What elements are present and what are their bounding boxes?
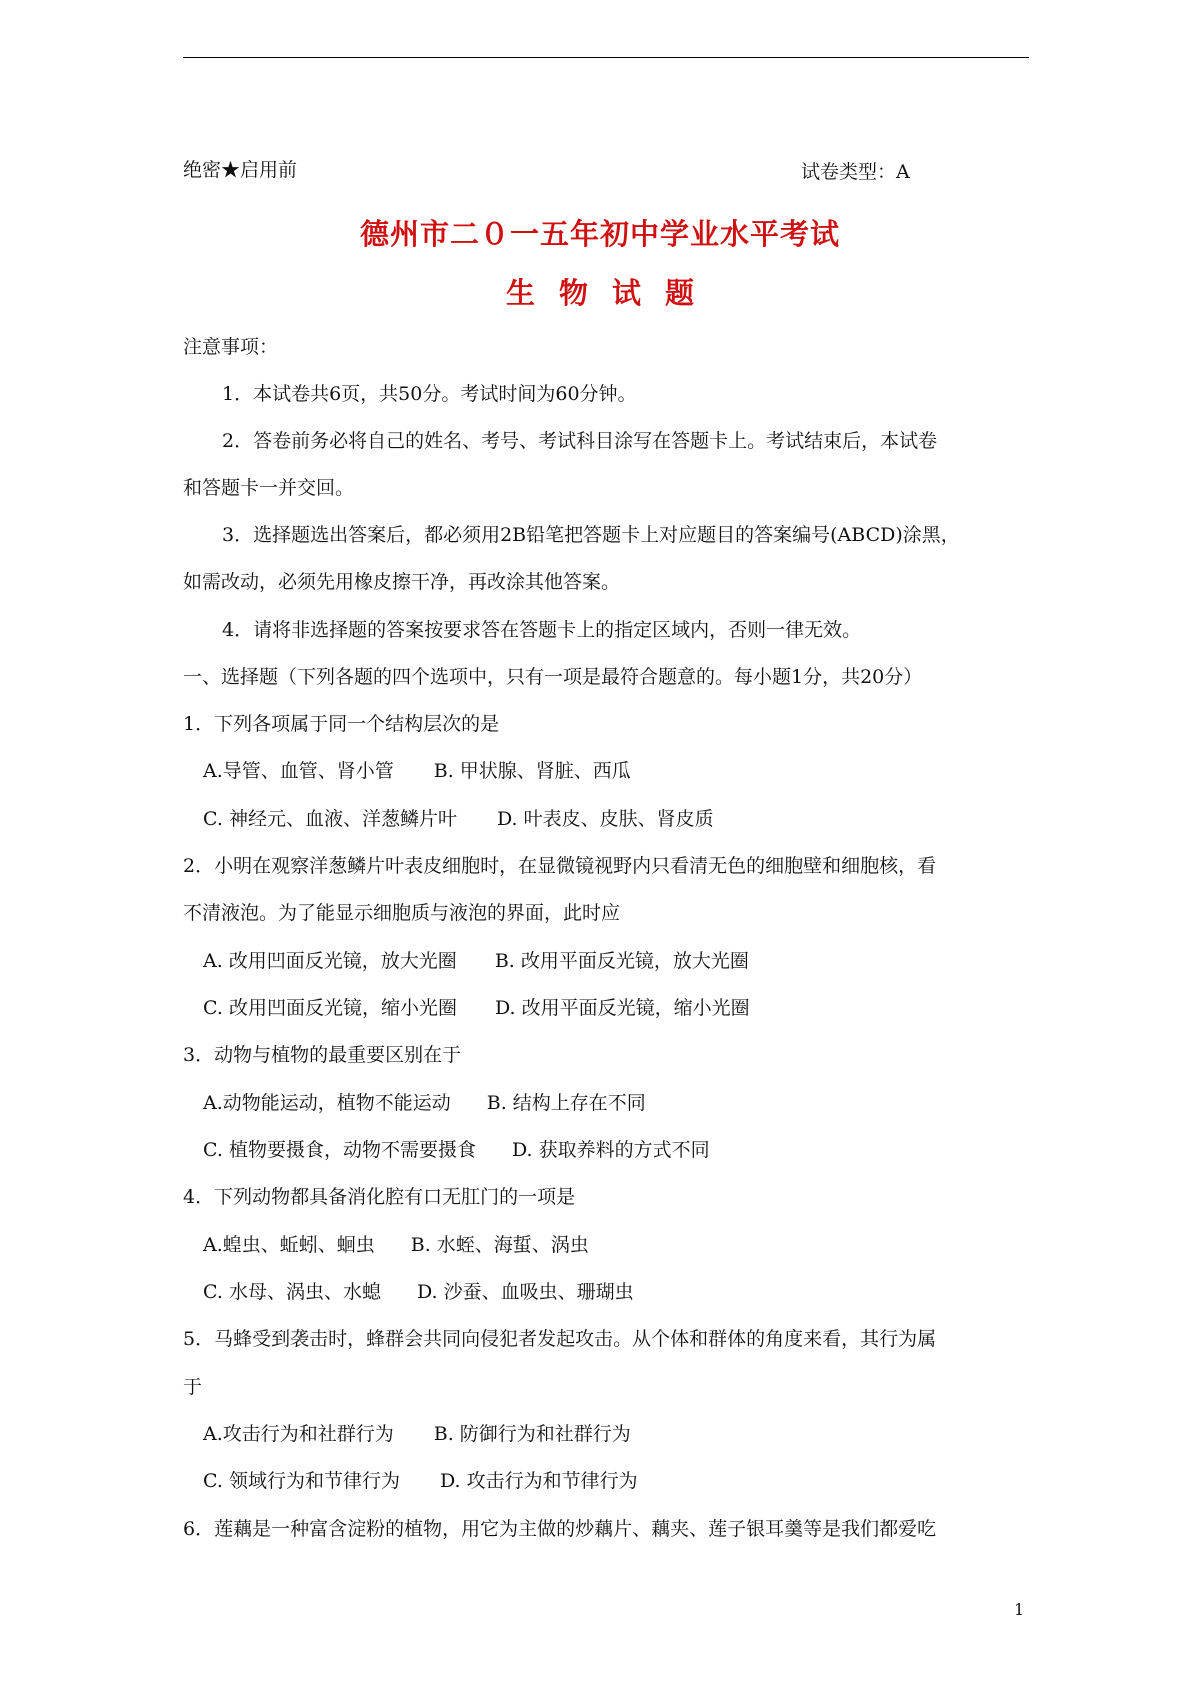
header-rule [183,57,1029,58]
q1-options-row-2 [203,806,714,832]
q2-stem-line-1: 2．小明在观察洋葱鳞片叶表皮细胞时，在显微镜视野内只看清无色的细胞壁和细胞核，看 [183,855,937,877]
note-4: 4．请将非选择题的答案按要求答在答题卡上的指定区域内，否则一律无效。 [222,619,862,641]
q4-options-row-1 [203,1232,589,1258]
q2-option-c: C. 改用凹面反光镜，缩小光圈 [203,997,457,1019]
q4-option-b: B. 水蛭、海蜇、涡虫 [410,1234,589,1256]
paper-type-label: 试卷类型：A [801,161,910,183]
q2-options-row-2 [203,995,750,1021]
section-1-heading: 一、选择题（下列各题的四个选项中，只有一项是最符合题意的。每小题1分，共20分） [183,666,923,688]
note-2-line-2: 和答题卡一并交回。 [183,477,355,499]
q5-option-a: A.攻击行为和社群行为 [203,1423,394,1445]
notes-heading: 注意事项： [183,336,279,358]
q3-options-row-1 [203,1090,646,1116]
q3-option-d: D. 获取养料的方式不同 [511,1139,710,1161]
note-1: 1．本试卷共6页，共50分。考试时间为60分钟。 [222,383,637,405]
q2-option-b: B. 改用平面反光镜，放大光圈 [494,950,749,972]
note-3-line-2: 如需改动，必须先用橡皮擦干净，再改涂其他答案。 [183,571,621,593]
q1-stem: 1．下列各项属于同一个结构层次的是 [183,713,500,735]
q5-stem-line-1: 5．马蜂受到袭击时，蜂群会共同向侵犯者发起攻击。从个体和群体的角度来看，其行为属 [183,1328,937,1350]
q2-option-a: A. 改用凹面反光镜，放大光圈 [203,950,457,972]
q3-option-b: B. 结构上存在不同 [486,1092,646,1114]
q4-options-row-2 [203,1279,634,1305]
q5-stem-line-2: 于 [183,1376,203,1398]
q1-option-a: A.导管、血管、肾小管 [203,760,394,782]
exam-title: 德州市二０一五年初中学业水平考试 [359,217,840,251]
q3-options-row-2 [203,1137,710,1163]
q1-option-c: C. 神经元、血液、洋葱鳞片叶 [203,808,457,830]
q6-stem-line-1: 6．莲藕是一种富含淀粉的植物，用它为主做的炒藕片、藕夹、莲子银耳羹等是我们都爱吃 [183,1518,937,1540]
q5-option-b: B. 防御行为和社群行为 [433,1423,631,1445]
q5-option-c: C. 领域行为和节律行为 [203,1470,400,1492]
q4-option-a: A.蝗虫、蚯蚓、蛔虫 [203,1234,375,1256]
q1-options-row-1 [203,758,631,784]
q3-option-a: A.动物能运动，植物不能运动 [203,1092,451,1114]
q1-option-b: B. 甲状腺、肾脏、西瓜 [433,760,631,782]
q5-options-row-1 [203,1421,631,1447]
q4-option-c: C. 水母、涡虫、水螅 [203,1281,381,1303]
q5-options-row-2 [203,1468,638,1494]
q3-option-c: C. 植物要摄食，动物不需要摄食 [203,1139,476,1161]
confidential-label: 绝密★启用前 [183,159,298,181]
q5-option-d: D. 攻击行为和节律行为 [439,1470,638,1492]
page-number: 1 [1014,1600,1025,1619]
subject-title: 生物试题 [505,276,718,310]
q2-stem-line-2: 不清液泡。为了能显示细胞质与液泡的界面，此时应 [183,902,621,924]
q4-stem: 4．下列动物都具备消化腔有口无肛门的一项是 [183,1186,576,1208]
q4-option-d: D. 沙蚕、血吸虫、珊瑚虫 [416,1281,634,1303]
q2-option-d: D. 改用平面反光镜，缩小光圈 [494,997,750,1019]
note-2-line-1: 2．答卷前务必将自己的姓名、考号、考试科目涂写在答题卡上。考试结束后，本试卷 [222,430,938,452]
q1-option-d: D. 叶表皮、皮肤、肾皮质 [496,808,714,830]
q3-stem: 3．动物与植物的最重要区别在于 [183,1044,462,1066]
note-3-line-1: 3．选择题选出答案后，都必须用2B铅笔把答题卡上对应题目的答案编号(ABCD)涂黑， [222,524,960,546]
q2-options-row-1 [203,948,749,974]
